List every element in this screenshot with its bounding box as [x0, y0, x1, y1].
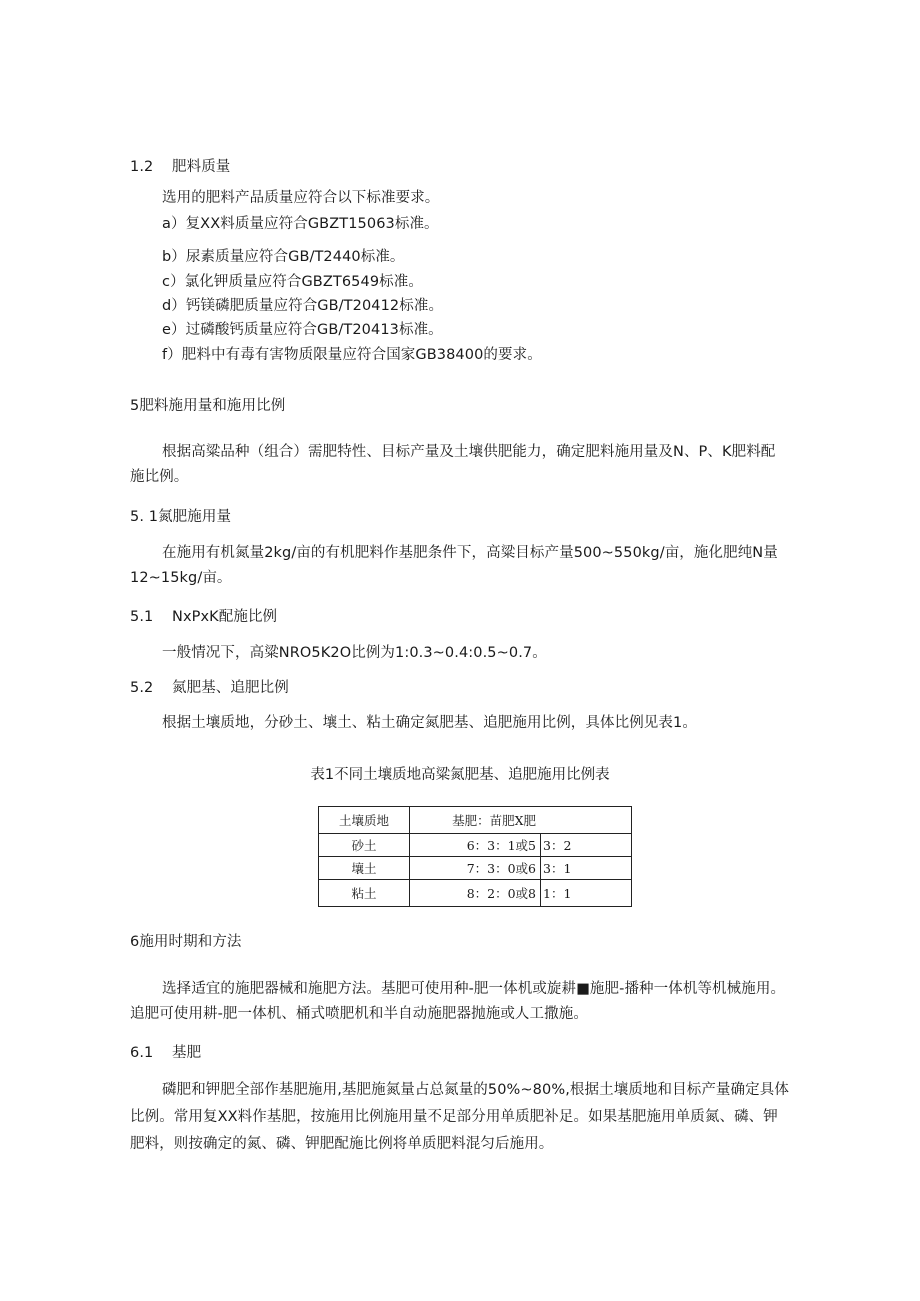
section-5-2-heading	[130, 678, 289, 698]
list-item-e: e）过磷酸钙质量应符合GB/T20413标准。	[162, 322, 443, 338]
section-6-1-para-line1: 磷肥和钾肥全部作基肥施用,基肥施氮量占总氮量的50%~80%,根据土壤质地和目标产量确定具体	[162, 1082, 789, 1098]
list-item-b: b）尿素质量应符合GB/T2440标准。	[162, 249, 405, 265]
section-5-1b-heading	[130, 607, 277, 627]
section-title: 基肥	[172, 1045, 202, 1061]
alt-ratio-cell: 3：2	[541, 834, 632, 857]
table-row	[319, 857, 632, 880]
table-caption: 表1不同土壤质地高粱氮肥基、追肥施用比例表	[310, 767, 610, 783]
header-ratio-label: 基肥：苗肥X肥	[452, 813, 536, 828]
table-row	[319, 880, 632, 907]
soil-cell: 砂土	[319, 834, 410, 857]
section-5-1b-para: 一般情况下，高粱NRO5K2O比例为1:0.3~0.4:0.5~0.7。	[162, 645, 547, 661]
alt-ratio-cell: 3：1	[541, 857, 632, 880]
alt-ratio-cell: 1：1	[541, 880, 632, 907]
soil-cell: 壤土	[319, 857, 410, 880]
section-5-1-para-line2: 12~15kg/亩。	[130, 570, 232, 586]
section-5-1-para-line1: 在施用有机氮量2kg∕亩的有机肥料作基肥条件下，高粱目标产量500~550kg∕亩，施化肥纯N量	[162, 545, 778, 561]
section-5-2-para: 根据土壤质地，分砂土、壤土、粘土确定氮肥基、追肥施用比例，具体比例见表1。	[162, 715, 697, 731]
section-6-1-para-line3: 肥料，则按确定的氮、磷、钾肥配施比例将单质肥料混匀后施用。	[130, 1136, 554, 1152]
section-5-para-line2: 施比例。	[130, 469, 189, 485]
ratio-cell: 7：3：0或6	[410, 857, 541, 880]
section-title: 肥料质量	[172, 159, 231, 175]
section-number: 5.1	[130, 609, 154, 625]
section-5-heading: 5肥料施用量和施用比例	[130, 398, 286, 414]
section-6-1-para-line2: 比例。常用复XX料作基肥，按施用比例施用量不足部分用单质肥补足。如果基肥施用单质氮、磷、钾	[130, 1109, 778, 1125]
soil-ratio-table	[318, 806, 632, 907]
intro-text: 选用的肥料产品质量应符合以下标准要求。	[162, 190, 440, 206]
section-6-para-line1: 选择适宜的施肥器械和施肥方法。基肥可使用种-肥一体机或旋耕■施肥-播种一体机等机械施用。	[162, 981, 786, 997]
section-6-1-heading	[130, 1043, 201, 1063]
section-title: NxPxK配施比例	[172, 609, 278, 625]
section-1-2-heading	[130, 157, 230, 177]
section-number: 5.2	[130, 680, 154, 696]
table-header-row	[319, 807, 632, 834]
section-6-heading: 6施用时期和方法	[130, 934, 242, 950]
list-item-f: f）肥料中有毒有害物质限量应符合国家GB38400的要求。	[162, 347, 542, 363]
section-number: 6.1	[130, 1045, 154, 1061]
header-ratio	[410, 807, 632, 834]
ratio-cell: 8：2：0或8	[410, 880, 541, 907]
header-soil: 土壤质地	[319, 807, 410, 834]
section-6-para-line2: 追肥可使用耕-肥一体机、桶式喷肥机和半自动施肥器抛施或人工撒施。	[130, 1006, 588, 1022]
list-item-c: c）氯化钾质量应符合GBZT6549标准。	[162, 274, 423, 290]
section-title: 氮肥基、追肥比例	[172, 680, 289, 696]
section-5-para-line1: 根据高粱品种（组合）需肥特性、目标产量及土壤供肥能力，确定肥料施用量及N、P、K肥料配	[162, 444, 776, 460]
list-item-d: d）钙镁磷肥质量应符合GB/T20412标准。	[162, 298, 444, 314]
section-5-1-heading: 5. 1氮肥施用量	[130, 509, 232, 525]
section-number: 1.2	[130, 159, 154, 175]
table-row	[319, 834, 632, 857]
soil-cell: 粘土	[319, 880, 410, 907]
list-item-a: a）复XX料质量应符合GBZT15063标准。	[162, 216, 439, 232]
ratio-cell: 6：3：1或5	[410, 834, 541, 857]
